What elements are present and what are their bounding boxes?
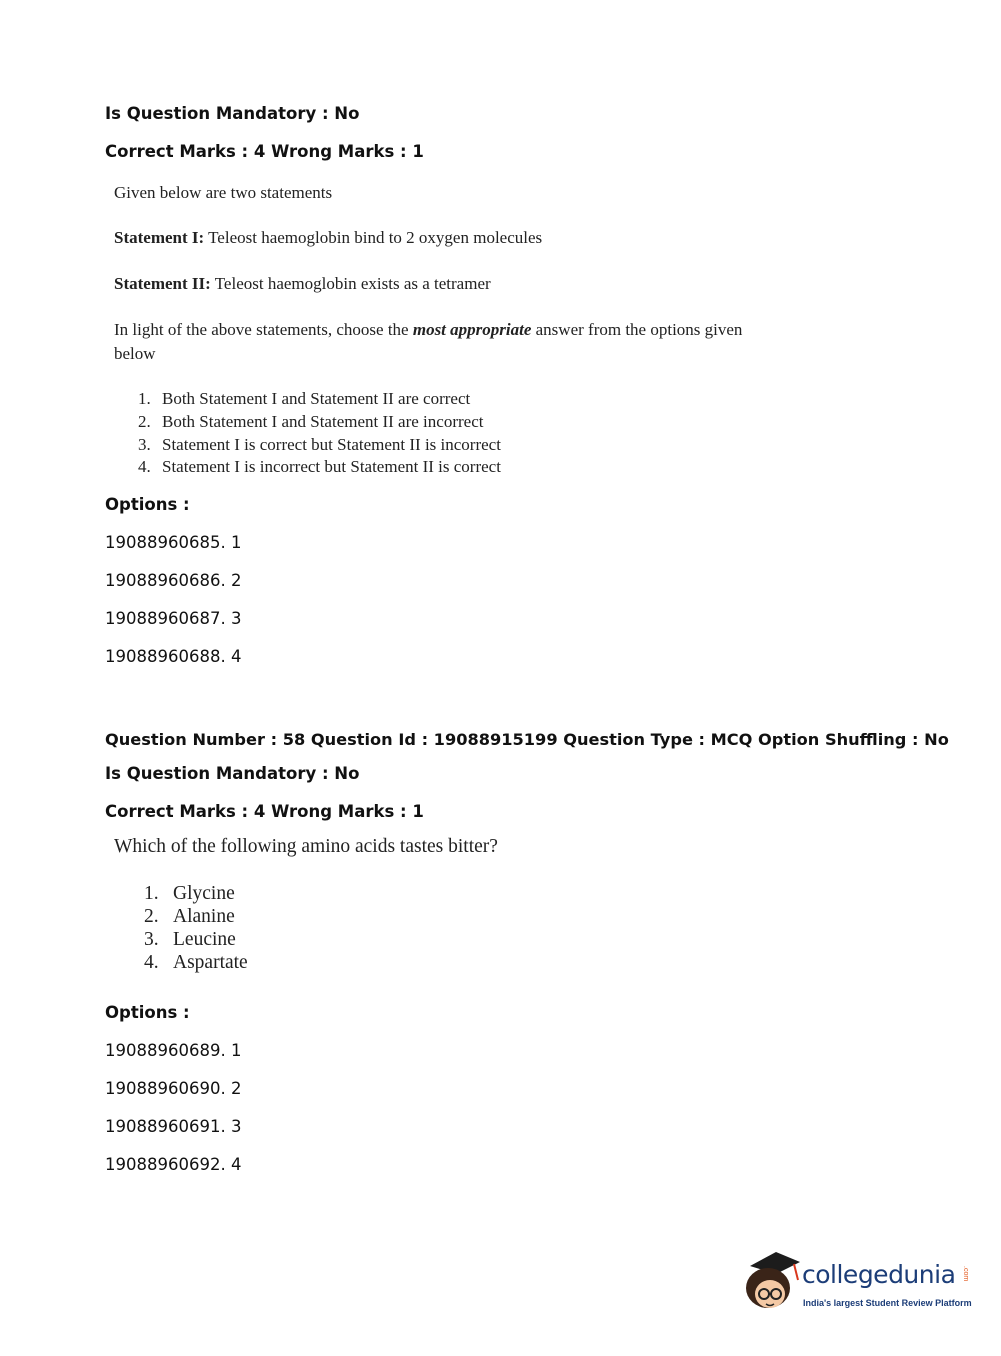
instruction-pre: In light of the above statements, choose the [114, 320, 413, 339]
collegedunia-logo[interactable] [742, 1248, 972, 1318]
choice-item [138, 435, 501, 455]
choice-number: 1. [144, 883, 159, 904]
choice-item [138, 457, 501, 477]
choice-number: 3. [144, 929, 159, 950]
options-label: Options : [105, 495, 190, 514]
choice-number: 3. [138, 435, 151, 454]
choice-item [144, 906, 235, 928]
choice-text: Aspartate [173, 952, 248, 973]
question-intro: Given below are two statements [114, 183, 333, 202]
logo-wordmark: collegedunia [802, 1260, 956, 1289]
statement-2-text: Teleost haemoglobin exists as a tetramer [210, 274, 491, 293]
choice-text: Alanine [173, 906, 235, 927]
option-item: 19088960692. 4 [105, 1155, 242, 1174]
choice-text: Glycine [173, 883, 235, 904]
marks-line: Correct Marks : 4 Wrong Marks : 1 [105, 802, 424, 821]
choice-item [144, 883, 235, 905]
choice-item [144, 952, 248, 974]
option-item: 19088960690. 2 [105, 1079, 242, 1098]
mandatory-line: Is Question Mandatory : No [105, 764, 360, 783]
mandatory-line: Is Question Mandatory : No [105, 104, 360, 123]
option-item: 19088960691. 3 [105, 1117, 242, 1136]
choice-number: 4. [144, 952, 159, 973]
choice-item [138, 412, 484, 432]
question-header: Question Number : 58 Question Id : 19088915199 Question Type : MCQ Option Shuffling : No [105, 730, 949, 749]
logo-tagline: India's largest Student Review Platform [803, 1298, 972, 1308]
options-label: Options : [105, 1003, 190, 1022]
choice-number: 2. [144, 906, 159, 927]
statement-2 [114, 274, 491, 294]
statement-1-label: Statement I: [114, 228, 205, 247]
instruction-post: answer from the options given [531, 320, 743, 339]
option-item: 19088960689. 1 [105, 1041, 242, 1060]
option-item: 19088960688. 4 [105, 647, 242, 666]
choice-text: Statement I is incorrect but Statement II is correct [162, 457, 501, 476]
statement-1 [114, 228, 542, 248]
question-text: Which of the following amino acids tastes bitter? [114, 836, 498, 857]
choice-text: Statement I is correct but Statement II is incorrect [162, 435, 501, 454]
choice-item [144, 929, 236, 951]
logo-domain-suffix: .com [962, 1266, 969, 1282]
option-item: 19088960687. 3 [105, 609, 242, 628]
statement-1-text: Teleost haemoglobin bind to 2 oxygen molecules [204, 228, 543, 247]
instruction-line-2: below [114, 344, 156, 363]
choice-text: Leucine [173, 929, 236, 950]
choice-text: Both Statement I and Statement II are incorrect [162, 412, 484, 431]
student-mascot-icon [742, 1248, 804, 1318]
option-item: 19088960686. 2 [105, 571, 242, 590]
choice-number: 2. [138, 412, 151, 431]
instruction-emphasis: most appropriate [412, 320, 532, 339]
choice-number: 1. [138, 389, 151, 408]
statement-2-label: Statement II: [114, 274, 211, 293]
instruction [114, 320, 742, 340]
choice-number: 4. [138, 457, 151, 476]
marks-line: Correct Marks : 4 Wrong Marks : 1 [105, 142, 424, 161]
choice-item [138, 389, 471, 409]
choice-text: Both Statement I and Statement II are correct [162, 389, 471, 408]
option-item: 19088960685. 1 [105, 533, 242, 552]
